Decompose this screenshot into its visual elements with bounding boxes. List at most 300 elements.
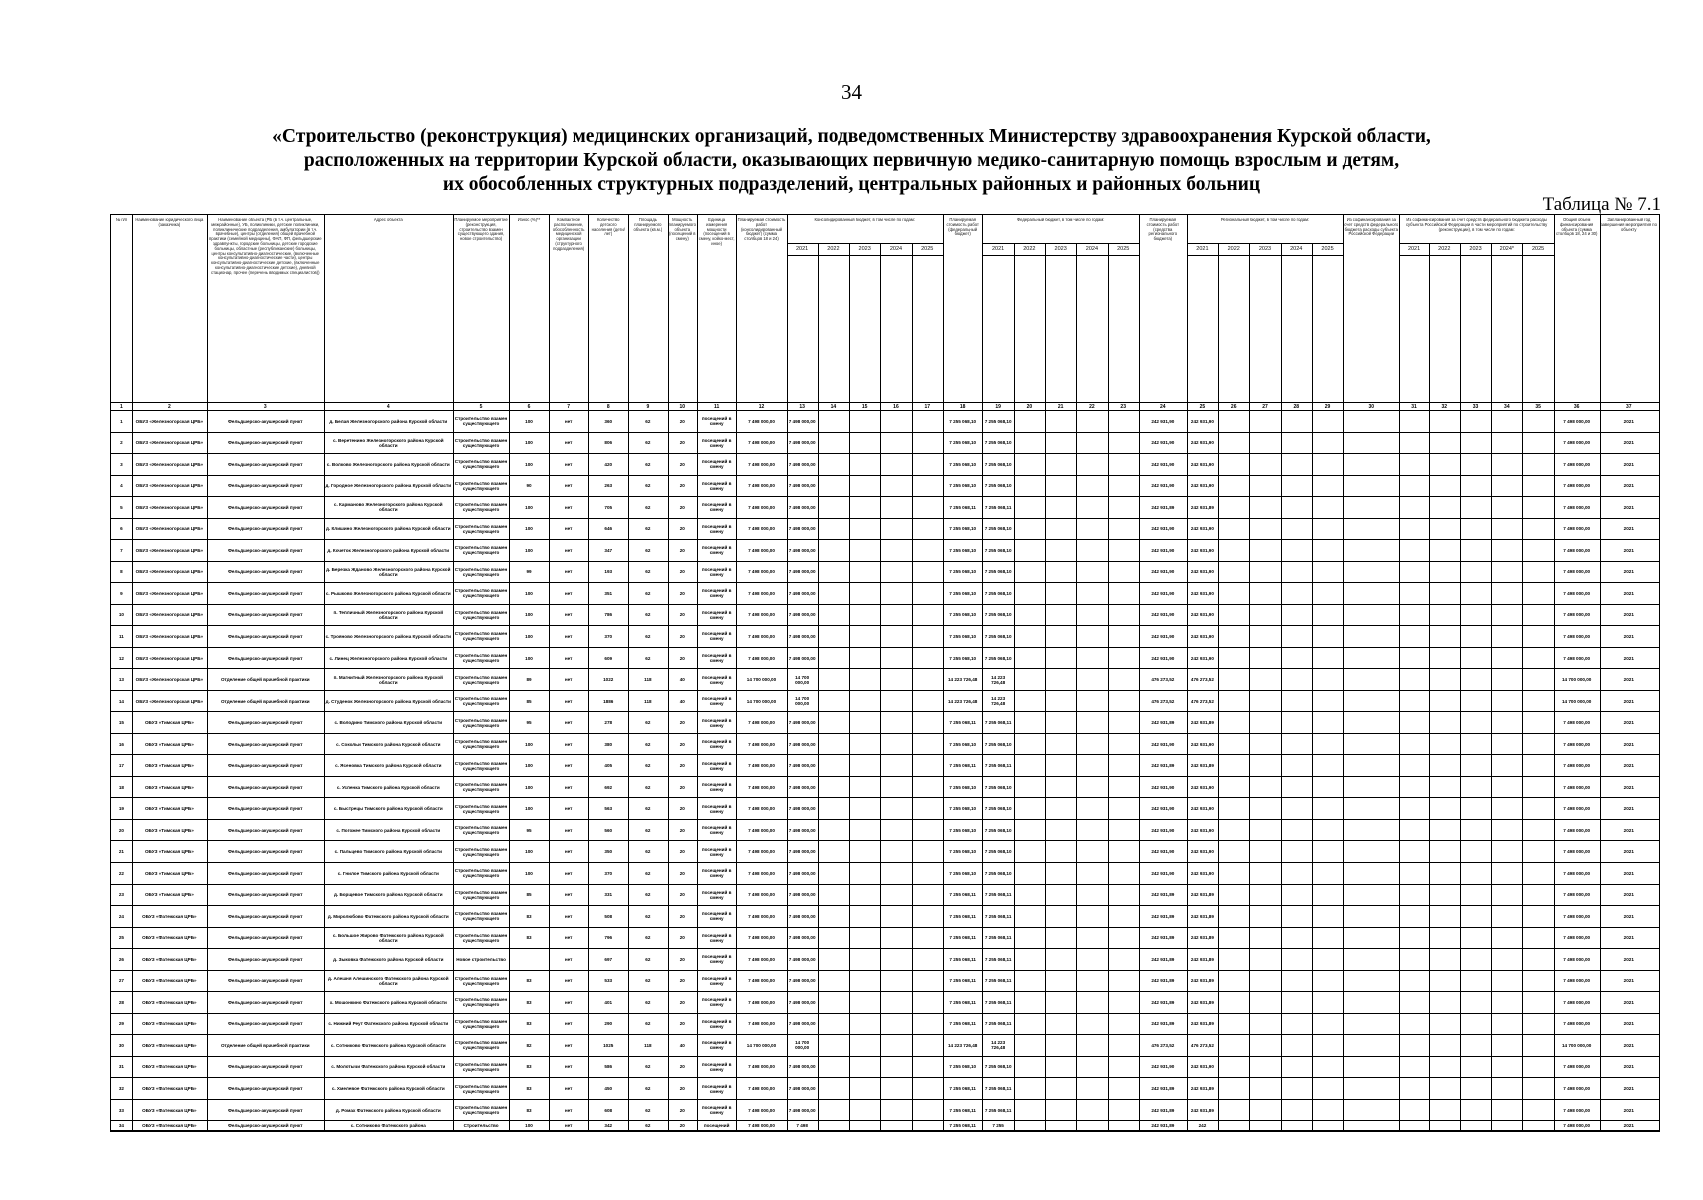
column-number: 1 [120, 404, 123, 410]
table-cell-total: 7 498 000,00 [1563, 763, 1591, 769]
table-cell-unit: посещений [703, 1123, 730, 1129]
table-cell-addr: с. Хмелевое Фатежского района Курской области [331, 1086, 445, 1091]
table-cell-fed: 7 255 068,11 [949, 1107, 976, 1113]
column-number: 28 [1293, 404, 1300, 410]
table-cell-n: 27 [118, 978, 124, 984]
column-divider [1522, 243, 1523, 1131]
column-header: Износ (%)** [517, 218, 541, 222]
table-cell-pop: 563 [604, 806, 613, 812]
year-header: 2021 [991, 246, 1005, 252]
table-cell-act: Строительство взамен существующего [454, 1083, 508, 1094]
table-cell-reg: 476 273,52 [1151, 677, 1175, 683]
table-cell-pop: 331 [604, 892, 613, 898]
table-cell-comp: нет [564, 612, 573, 618]
table-cell-cap: 20 [679, 978, 685, 984]
table-cell-total: 7 498 000,00 [1563, 504, 1591, 510]
table-row [111, 906, 1659, 928]
table-cell-area: 62 [645, 655, 651, 661]
table-cell-act: Строительство взамен существующего [454, 997, 508, 1008]
table-cell-comp: нет [564, 504, 573, 510]
table-cell-total: 7 498 000,00 [1563, 870, 1591, 876]
table-cell-n: 6 [120, 526, 123, 532]
title-line: «Строительство (реконструкция) медицинских организаций, подведомственных Министерству здравоохранения Курской области, [272, 126, 1431, 147]
table-cell-total: 7 498 000,00 [1563, 999, 1591, 1005]
column-divider [1281, 243, 1282, 1131]
table-cell-r21: 242 931,89 [1190, 892, 1214, 898]
table-cell-obj: Фельдшерско-акушерский пункт [228, 547, 303, 553]
table-cell-obj: Фельдшерско-акушерский пункт [228, 1107, 303, 1113]
table-cell-year: 2021 [1623, 1123, 1634, 1129]
table-cell-c21: 7 498 000,00 [788, 720, 816, 726]
column-divider [943, 215, 944, 1131]
table-cell-cons: 7 498 000,00 [748, 504, 775, 510]
column-header: № п/п [115, 218, 128, 222]
column-divider [1249, 243, 1250, 1131]
table-cell-org: ОБУЗ «Железногорская ЦРБ» [135, 698, 204, 704]
table-cell-obj: Фельдшерско-акушерский пункт [228, 806, 303, 812]
group-header: Региональный бюджет, в том числе по годам: [1220, 218, 1310, 222]
table-cell-comp: нет [564, 1042, 573, 1048]
table-cell-c21: 14 700 000,00 [795, 696, 810, 707]
column-header: Планируемое мероприятие (реконструкция, строительство взамен существующего здания, новое строительство) [454, 218, 508, 242]
column-number: 30 [1368, 404, 1375, 410]
table-cell-act: Строительство взамен существующего [454, 545, 508, 556]
column-number: 13 [799, 404, 805, 410]
table-cell-obj: Отделение общей врачебной практики [220, 677, 310, 683]
table-cell-f21: 7 255 068,10 [984, 741, 1012, 747]
table-cell-total: 7 498 000,00 [1563, 612, 1591, 618]
column-number: 29 [1324, 404, 1331, 410]
table-cell-year: 2021 [1623, 655, 1634, 661]
table-cell-unit: посещений в смену [701, 502, 732, 513]
table-cell-r21: 242 931,89 [1190, 1107, 1214, 1113]
table-cell-reg: 242 931,89 [1151, 956, 1175, 962]
table-cell-fed: 7 255 068,10 [949, 741, 977, 747]
table-cell-cons: 14 700 000,00 [746, 698, 777, 704]
table-cell-wear: 100 [525, 1123, 533, 1129]
table-cell-unit: посещений в смену [701, 416, 732, 427]
table-cell-c21: 7 498 000,00 [788, 483, 816, 489]
table-cell-comp: нет [564, 870, 573, 876]
table-cell-comp: нет [564, 720, 573, 726]
table-cell-fed: 7 255 068,11 [949, 763, 976, 769]
table-cell-addr: с. Ясеновка Тимского района Курской области [335, 763, 442, 769]
year-header: 2023 [1054, 246, 1067, 252]
table-cell-wear: 95 [526, 827, 532, 833]
table-cell-obj: Фельдшерско-акушерский пункт [228, 418, 303, 424]
table-cell-unit: посещений в смену [701, 975, 732, 986]
column-header: Наименование юридического лица (заказчика) [135, 218, 204, 227]
table-cell-n: 34 [118, 1123, 124, 1129]
table-header [111, 215, 1659, 403]
table-cell-act: Строительство взамен существующего [454, 782, 508, 793]
table-cell-f21: 7 255 068,11 [984, 1021, 1012, 1027]
table-cell-obj: Фельдшерско-акушерский пункт [228, 763, 303, 769]
table-cell-org: ОБУЗ «Фатежская ЦРБ» [142, 1064, 197, 1070]
table-cell-addr: д. Студенок Железногорского района Курской области [325, 698, 451, 704]
table-cell-r21: 242 931,89 [1190, 763, 1214, 769]
table-cell-wear: 100 [525, 741, 533, 747]
table-cell-f21: 14 223 726,48 [991, 696, 1006, 707]
table-cell-act: Строительство взамен существующего [454, 609, 508, 620]
table-cell-org: ОБУЗ «Железногорская ЦРБ» [135, 526, 204, 532]
table-cell-wear: 83 [526, 913, 532, 919]
table-cell-reg: 242 931,89 [1151, 504, 1175, 510]
table-cell-area: 62 [645, 870, 651, 876]
column-divider [1554, 215, 1555, 1131]
table-cell-obj: Фельдшерско-акушерский пункт [228, 440, 303, 446]
table-cell-total: 7 498 000,00 [1563, 526, 1591, 532]
table-cell-reg: 242 931,89 [1151, 1021, 1175, 1027]
table-cell-cons: 7 498 000,00 [748, 1086, 775, 1091]
table-cell-f21: 7 255 068,10 [984, 612, 1012, 618]
table-cell-wear: 100 [525, 590, 533, 596]
table-cell-comp: нет [564, 698, 573, 704]
year-header: 2025 [1321, 246, 1334, 252]
table-cell-pop: 786 [604, 612, 613, 618]
column-number: 8 [606, 404, 610, 410]
table-cell-area: 62 [645, 1064, 651, 1070]
table-cell-pop: 560 [604, 827, 613, 833]
table-cell-r21: 242 931,90 [1190, 547, 1214, 553]
table-cell-f21: 7 255 068,10 [984, 806, 1012, 812]
table-cell-cap: 20 [679, 440, 685, 446]
table-cell-area: 62 [645, 547, 651, 553]
table-cell-unit: посещений в смену [701, 674, 732, 685]
table-cell-pop: 450 [604, 1086, 613, 1091]
table-cell-cap: 20 [679, 741, 685, 747]
column-header: Площадь планируемого объекта (кв.м.) [633, 218, 663, 232]
column-divider [787, 215, 788, 1131]
group-header: Федеральный бюджет, в том числе по годам: [1016, 218, 1105, 222]
table-cell-c21: 7 498 000,00 [788, 870, 816, 876]
table-cell-r21: 242 931,89 [1190, 956, 1214, 962]
table-cell-act: Строительство взамен существующего [454, 717, 508, 728]
table-cell-area: 62 [645, 440, 651, 446]
table-cell-area: 62 [645, 978, 651, 984]
table-cell-comp: нет [564, 741, 573, 747]
table-cell-act: Строительство взамен существующего [454, 437, 508, 448]
table-cell-r21: 242 931,89 [1190, 1021, 1214, 1027]
table-cell-f21: 7 255 068,11 [984, 999, 1012, 1005]
table-cell-cap: 20 [679, 913, 685, 919]
table-cell-n: 33 [118, 1107, 124, 1113]
table-cell-year: 2021 [1623, 849, 1634, 855]
table-cell-pop: 608 [604, 1107, 613, 1113]
table-cell-act: Строительство взамен существующего [454, 1040, 508, 1051]
table-cell-reg: 476 273,52 [1151, 698, 1175, 704]
table-cell-area: 62 [645, 483, 651, 489]
table-cell-org: ОБУЗ «Тимская ЦРБ» [144, 741, 194, 747]
table-cell-f21: 7 255 068,11 [984, 1107, 1012, 1113]
table-cell-fed: 7 255 068,10 [949, 526, 977, 532]
table-cell-comp: нет [564, 483, 573, 489]
table-cell-cons: 7 498 000,00 [748, 720, 775, 726]
table-cell-addr: с. Володино Тимского района Курской области [334, 720, 443, 726]
table-cell-area: 62 [645, 784, 651, 790]
table-cell-reg: 242 931,89 [1151, 1107, 1175, 1113]
table-cell-unit: посещений в смену [701, 997, 732, 1008]
table-cell-cap: 20 [679, 633, 685, 639]
table-cell-r21: 242 931,90 [1190, 633, 1214, 639]
table-cell-obj: Фельдшерско-акушерский пункт [228, 849, 303, 855]
table-cell-wear: 100 [525, 418, 533, 424]
table-cell-total: 7 498 000,00 [1563, 483, 1591, 489]
year-header: 2021 [796, 246, 809, 252]
table-cell-n: 2 [120, 440, 123, 446]
column-number: 7 [567, 404, 571, 410]
table-cell-addr: д. Городное Железногорского района Курской области [325, 483, 452, 489]
year-header: 2022 [827, 246, 840, 252]
table-cell-year: 2021 [1623, 633, 1634, 639]
column-number: 34 [1504, 404, 1510, 410]
table-cell-year: 2021 [1623, 827, 1634, 833]
table-cell-cap: 20 [679, 999, 685, 1005]
table-cell-c21: 7 498 000,00 [788, 935, 816, 941]
year-header: 2022 [1023, 246, 1036, 252]
table-row [111, 519, 1659, 541]
table-cell-r21: 242 931,90 [1190, 870, 1214, 876]
table-cell-year: 2021 [1623, 1064, 1634, 1070]
table-cell-org: ОБУЗ «Фатежская ЦРБ» [142, 999, 197, 1005]
table-cell-n: 22 [118, 870, 124, 876]
table-cell-n: 1 [120, 418, 123, 424]
table-cell-n: 15 [118, 720, 124, 726]
year-header: 2024 [1290, 246, 1303, 252]
table-cell-org: ОБУЗ «Фатежская ЦРБ» [142, 935, 197, 941]
table-cell-org: ОБУЗ «Фатежская ЦРБ» [142, 913, 197, 919]
table-cell-total: 7 498 000,00 [1563, 1021, 1591, 1027]
table-cell-fed: 14 223 726,48 [947, 677, 978, 683]
table-cell-fed: 7 255 068,10 [949, 849, 977, 855]
table-cell-c21: 7 498 000,00 [788, 999, 816, 1005]
table-cell-obj: Фельдшерско-акушерский пункт [228, 612, 303, 618]
table-cell-year: 2021 [1623, 978, 1634, 984]
column-divider [1014, 243, 1015, 1131]
table-cell-reg: 242 931,90 [1151, 547, 1175, 553]
table-cell-addr: д. Березка Жданово Железногорского района Курской области [326, 566, 451, 577]
table-cell-total: 7 498 000,00 [1563, 784, 1591, 790]
column-divider [1460, 243, 1461, 1131]
table-cell-addr: д. Борщевое Тимского района Курской области [333, 892, 443, 898]
table-cell-r21: 242 931,89 [1190, 978, 1214, 984]
table-cell-obj: Фельдшерско-акушерский пункт [228, 784, 303, 790]
table-cell-addr: с. Сотниково Фатежского района [350, 1123, 426, 1129]
table-cell-wear: 100 [525, 504, 533, 510]
table-cell-reg: 242 931,90 [1151, 526, 1175, 532]
table-cell-org: ОБУЗ «Железногорская ЦРБ» [135, 547, 204, 553]
year-header: 2024 [889, 246, 903, 252]
table-row [111, 583, 1659, 605]
table-cell-f21: 7 255 068,11 [984, 956, 1012, 962]
table-cell-reg: 242 931,90 [1151, 440, 1175, 446]
table-cell-fed: 7 255 068,11 [949, 999, 976, 1005]
table-cell-total: 7 498 000,00 [1563, 720, 1591, 726]
table-cell-org: ОБУЗ «Тимская ЦРБ» [144, 720, 194, 726]
table-cell-c21: 7 498 [796, 1123, 808, 1129]
table-row [111, 1121, 1659, 1131]
table-cell-wear: 100 [525, 526, 533, 532]
table-cell-org: ОБУЗ «Железногорская ЦРБ» [135, 612, 204, 618]
table-cell-cons: 14 700 000,00 [746, 1042, 777, 1048]
table-cell-c21: 7 498 000,00 [788, 1021, 816, 1027]
column-divider [982, 215, 983, 1131]
column-divider [1108, 243, 1109, 1131]
table-cell-f21: 7 255 068,10 [984, 440, 1012, 446]
table-cell-r21: 242 931,90 [1190, 440, 1214, 446]
table-cell-n: 24 [118, 913, 124, 919]
table-cell-unit: посещений в смену [701, 846, 732, 857]
table-cell-wear: 100 [525, 870, 533, 876]
column-number: 31 [1411, 404, 1417, 410]
table-cell-cap: 20 [679, 956, 685, 962]
table-cell-cons: 7 498 000,00 [748, 741, 775, 747]
table-cell-f21: 7 255 068,11 [984, 935, 1012, 941]
column-header: Планируемая стоимость работ (федеральный бюджет) [946, 218, 979, 237]
table-cell-act: Новое строительство [456, 956, 506, 962]
table-cell-org: ОБУЗ «Тимская ЦРБ» [144, 849, 194, 855]
table-row [111, 798, 1659, 820]
table-cell-area: 62 [645, 526, 651, 532]
table-cell-comp: нет [564, 935, 573, 941]
table-row [111, 777, 1659, 799]
table-cell-act: Строительство взамен существующего [454, 911, 508, 922]
table-cell-reg: 242 931,89 [1151, 892, 1175, 898]
table-cell-year: 2021 [1623, 870, 1634, 876]
table-cell-comp: нет [564, 849, 573, 855]
table-cell-year: 2021 [1623, 1021, 1634, 1027]
table-cell-addr: д. Алешня Алешинского Фатежского района Курской области [328, 975, 449, 986]
table-cell-addr: д. Клишино Железногорского района Курской области [326, 526, 451, 532]
table-cell-c21: 7 498 000,00 [788, 418, 816, 424]
table-cell-cap: 20 [679, 1086, 685, 1091]
table-cell-cons: 7 498 000,00 [748, 526, 775, 532]
table-cell-comp: нет [564, 1064, 573, 1070]
column-number: 5 [479, 404, 483, 410]
table-cell-comp: нет [564, 784, 573, 790]
table-cell-fed: 7 255 068,10 [949, 1064, 977, 1070]
column-divider [818, 243, 819, 1131]
table-cell-reg: 242 931,89 [1151, 978, 1175, 984]
table-cell-cap: 20 [679, 784, 685, 790]
table-cell-org: ОБУЗ «Тимская ЦРБ» [144, 763, 194, 769]
table-cell-cap: 20 [679, 1123, 685, 1129]
table-cell-cons: 7 498 000,00 [748, 1107, 775, 1113]
column-divider [1218, 243, 1219, 1131]
table-cell-n: 23 [118, 892, 124, 898]
table-cell-f21: 14 223 726,48 [991, 1040, 1006, 1051]
table-cell-n: 29 [118, 1021, 124, 1027]
column-divider [1343, 215, 1344, 1131]
table-cell-addr: с. Нижний Реут Фатежского района Курской области [328, 1021, 449, 1027]
table-cell-f21: 7 255 068,10 [984, 418, 1012, 424]
column-divider [880, 243, 881, 1131]
table-cell-unit: посещений в смену [701, 825, 732, 836]
table-cell-area: 118 [644, 698, 652, 704]
table-cell-r21: 242 931,90 [1190, 569, 1214, 575]
table-cell-obj: Фельдшерско-акушерский пункт [228, 870, 303, 876]
table-cell-c21: 7 498 000,00 [788, 892, 816, 898]
table-cell-cap: 20 [679, 1107, 685, 1113]
table-cell-r21: 242 931,90 [1190, 741, 1214, 747]
column-number: 25 [1199, 404, 1206, 410]
table-cell-cons: 7 498 000,00 [748, 612, 775, 618]
year-header-divider [1399, 255, 1553, 256]
table-cell-year: 2021 [1623, 590, 1634, 596]
table-row [111, 1100, 1659, 1122]
table-cell-unit: посещений в смену [701, 717, 732, 728]
column-header: Единица измерения мощности (посещений в смену, койко-мест, иное) [698, 218, 735, 246]
table-cell-obj: Фельдшерско-акушерский пункт [228, 827, 303, 833]
table-cell-r21: 242 931,89 [1190, 913, 1214, 919]
table-cell-comp: нет [564, 892, 573, 898]
table-cell-cap: 20 [679, 526, 685, 532]
table-cell-obj: Фельдшерско-акушерский пункт [228, 633, 303, 639]
table-row [111, 928, 1659, 950]
table-cell-pop: 533 [604, 978, 613, 984]
table-cell-c21: 7 498 000,00 [788, 784, 816, 790]
table-cell-total: 14 700 000,00 [1561, 698, 1592, 704]
table-cell-wear: 100 [525, 784, 533, 790]
column-number: 16 [893, 404, 899, 410]
table-cell-cap: 20 [679, 827, 685, 833]
table-cell-total: 7 498 000,00 [1563, 935, 1591, 941]
column-divider [549, 215, 550, 1131]
table-cell-cap: 20 [679, 461, 685, 467]
table-cell-cap: 20 [679, 1064, 685, 1070]
table-cell-pop: 609 [604, 655, 613, 661]
table-cell-wear: 100 [525, 806, 533, 812]
column-divider [1600, 215, 1601, 1131]
table-cell-act: Строительство взамен существующего [454, 416, 508, 427]
table-row [111, 841, 1659, 863]
table-cell-addr: д. Миролюбово Фатежского района Курской области [327, 913, 449, 919]
table-cell-total: 7 498 000,00 [1563, 849, 1591, 855]
table-cell-r21: 242 931,90 [1190, 590, 1214, 596]
table-cell-comp: нет [564, 956, 573, 962]
table-cell-obj: Фельдшерско-акушерский пункт [228, 892, 303, 898]
table-row [111, 626, 1659, 648]
table-cell-org: ОБУЗ «Железногорская ЦРБ» [135, 418, 204, 424]
table-cell-total: 7 498 000,00 [1563, 892, 1591, 898]
table-cell-unit: посещений в смену [701, 653, 732, 664]
table-cell-addr: с. Волково Железногорского района Курской области [326, 461, 450, 467]
table-cell-obj: Фельдшерско-акушерский пункт [228, 956, 303, 962]
table-cell-pop: 370 [604, 633, 613, 639]
year-header-divider [982, 255, 1138, 256]
table-cell-cons: 7 498 000,00 [748, 569, 775, 575]
table-cell-obj: Фельдшерско-акушерский пункт [228, 720, 303, 726]
table-cell-cons: 7 498 000,00 [748, 461, 775, 467]
table-cell-act: Строительство взамен существующего [454, 803, 508, 814]
table-cell-year: 2021 [1623, 913, 1634, 919]
table-cell-unit: посещений в смену [701, 459, 732, 470]
table-cell-wear: 99 [526, 569, 532, 575]
table-cell-pop: 350 [604, 849, 613, 855]
column-divider [324, 215, 325, 1131]
table-cell-fed: 7 255 068,10 [949, 870, 977, 876]
table-cell-org: ОБУЗ «Железногорская ЦРБ» [135, 677, 204, 683]
table-cell-c21: 14 700 000,00 [795, 674, 810, 685]
table-cell-area: 62 [645, 1086, 651, 1091]
year-header: 2025 [921, 246, 934, 252]
table-row [111, 497, 1659, 519]
column-divider [132, 215, 133, 1131]
table-cell-pop: 347 [604, 547, 613, 553]
table-cell-unit: посещений в смену [701, 437, 732, 448]
table-cell-unit: посещений в смену [701, 566, 732, 577]
table-cell-org: ОБУЗ «Железногорская ЦРБ» [135, 569, 204, 575]
